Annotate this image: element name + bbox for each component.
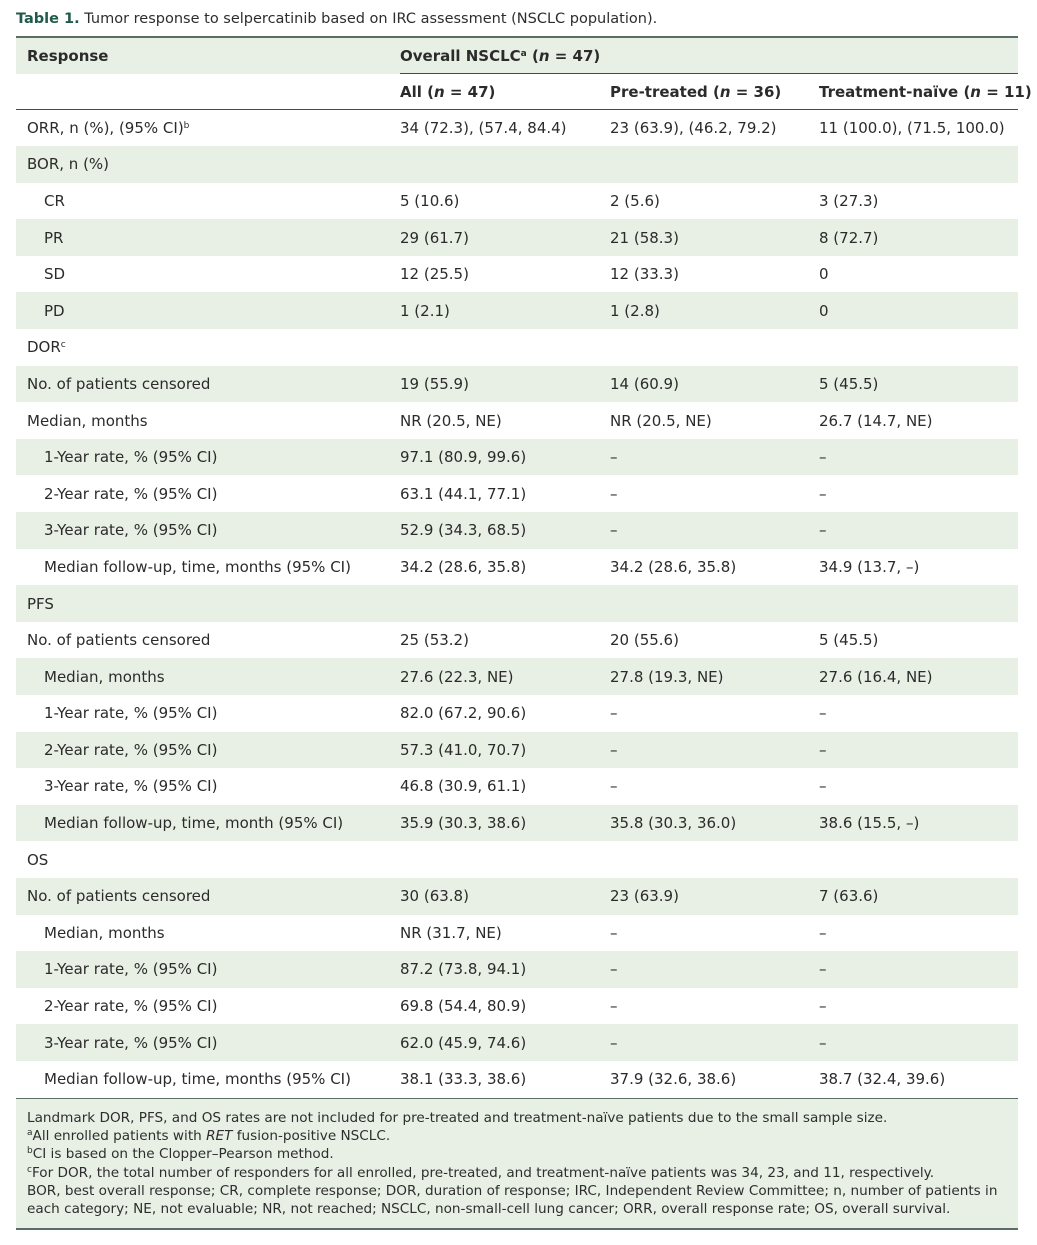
table-row: [16, 256, 1018, 293]
row-label: PR: [44, 228, 64, 247]
table-row: [16, 622, 1018, 659]
table-body: [16, 110, 1018, 1098]
cell-pre-treated: –: [610, 521, 618, 540]
cell-pre-treated: NR (20.5, NE): [610, 411, 712, 430]
cell-pre-treated: 2 (5.6): [610, 191, 660, 210]
cell-all: 63.1 (44.1, 77.1): [400, 484, 527, 503]
table-row: [16, 146, 1018, 183]
row-label: Median follow-up, time, months (95% CI): [44, 1070, 351, 1089]
footnote-a: $^a$All enrolled patients with RET fusion-positive NSCLC.: [27, 1128, 391, 1145]
table-row: [16, 732, 1018, 769]
cell-all: NR (31.7, NE): [400, 923, 502, 942]
cell-treatment-naive: 34.9 (13.7, –): [819, 557, 920, 576]
header-overall-nsclc: Overall NSCLC$^a$ (n = 47): [400, 46, 601, 65]
header-all: All (n = 47): [400, 82, 496, 101]
table-row: [16, 1024, 1018, 1061]
cell-treatment-naive: –: [819, 777, 827, 796]
cell-treatment-naive: –: [819, 923, 827, 942]
cell-all: 46.8 (30.9, 61.1): [400, 777, 527, 796]
table-row: [16, 915, 1018, 952]
cell-treatment-naive: –: [819, 740, 827, 759]
table-header-row-2: [16, 74, 1032, 110]
cell-treatment-naive: 38.7 (32.4, 39.6): [819, 1070, 946, 1089]
cell-pre-treated: 37.9 (32.6, 38.6): [610, 1070, 737, 1089]
cell-treatment-naive: 11 (100.0), (71.5, 100.0): [819, 118, 1005, 137]
cell-all: 34.2 (28.6, 35.8): [400, 557, 527, 576]
row-label: SD: [44, 265, 66, 284]
table-row: [16, 695, 1018, 732]
row-label: 3-Year rate, % (95% CI): [44, 1033, 218, 1052]
cell-all: 29 (61.7): [400, 228, 469, 247]
cell-pre-treated: –: [610, 704, 618, 723]
table-row: [16, 329, 1018, 366]
table-row: [16, 512, 1018, 549]
cell-pre-treated: 27.8 (19.3, NE): [610, 667, 724, 686]
response-table: [16, 36, 1032, 1230]
table-row: [16, 841, 1018, 878]
table-row: [16, 951, 1018, 988]
table-row: [16, 366, 1018, 403]
cell-treatment-naive: –: [819, 521, 827, 540]
row-label: 3-Year rate, % (95% CI): [44, 521, 218, 540]
cell-treatment-naive: 5 (45.5): [819, 374, 879, 393]
cell-treatment-naive: 27.6 (16.4, NE): [819, 667, 933, 686]
cell-treatment-naive: 8 (72.7): [819, 228, 879, 247]
cell-all: 1 (2.1): [400, 301, 450, 320]
cell-pre-treated: –: [610, 997, 618, 1016]
table-row: [16, 988, 1018, 1025]
row-label: CR: [44, 191, 65, 210]
row-label: Median, months: [44, 667, 165, 686]
cell-pre-treated: 12 (33.3): [610, 265, 679, 284]
table-row: [16, 402, 1018, 439]
table-row: [16, 658, 1018, 695]
cell-all: 12 (25.5): [400, 265, 469, 284]
cell-treatment-naive: –: [819, 704, 827, 723]
cell-all: 69.8 (54.4, 80.9): [400, 997, 527, 1016]
row-label: Median follow-up, time, months (95% CI): [44, 557, 351, 576]
table-caption-label: Table 1.: [16, 11, 80, 27]
cell-all: 87.2 (73.8, 94.1): [400, 960, 527, 979]
cell-all: 57.3 (41.0, 70.7): [400, 740, 527, 759]
table-row: [16, 292, 1018, 329]
table-row: [16, 183, 1018, 220]
cell-treatment-naive: –: [819, 1033, 827, 1052]
cell-pre-treated: 34.2 (28.6, 35.8): [610, 557, 737, 576]
row-label: ORR, n (%), (95% CI)$^b$: [27, 118, 190, 137]
cell-pre-treated: –: [610, 484, 618, 503]
row-label: OS: [27, 850, 49, 869]
cell-pre-treated: –: [610, 740, 618, 759]
cell-all: 62.0 (45.9, 74.6): [400, 1033, 527, 1052]
cell-pre-treated: 20 (55.6): [610, 631, 679, 650]
cell-treatment-naive: 0: [819, 265, 829, 284]
cell-all: 34 (72.3), (57.4, 84.4): [400, 118, 567, 137]
footnote-c: $^c$For DOR, the total number of responders for all enrolled, pre-treated, and treatment-naïve patients was 34, 23, and 11, respectively.: [27, 1164, 935, 1181]
cell-all: 27.6 (22.3, NE): [400, 667, 514, 686]
row-label: 1-Year rate, % (95% CI): [44, 448, 218, 467]
cell-pre-treated: –: [610, 923, 618, 942]
table-row: [16, 439, 1018, 476]
cell-pre-treated: 21 (58.3): [610, 228, 679, 247]
cell-treatment-naive: 3 (27.3): [819, 191, 879, 210]
cell-pre-treated: –: [610, 960, 618, 979]
cell-treatment-naive: 26.7 (14.7, NE): [819, 411, 933, 430]
table-footnotes: [16, 1099, 1018, 1228]
table-row: [16, 1061, 1018, 1098]
row-label: 1-Year rate, % (95% CI): [44, 960, 218, 979]
table-row: [16, 768, 1018, 805]
row-label: BOR, n (%): [27, 155, 110, 174]
cell-pre-treated: –: [610, 777, 618, 796]
cell-pre-treated: 35.8 (30.3, 36.0): [610, 814, 737, 833]
cell-treatment-naive: –: [819, 997, 827, 1016]
footnote-b: $^b$CI is based on the Clopper–Pearson method.: [27, 1146, 334, 1163]
table-caption-text: Tumor response to selpercatinib based on IRC assessment (NSCLC population).: [84, 11, 658, 27]
row-label: 1-Year rate, % (95% CI): [44, 704, 218, 723]
row-label: No. of patients censored: [27, 631, 211, 650]
table-row: [16, 585, 1018, 622]
cell-all: 25 (53.2): [400, 631, 469, 650]
table-row: [16, 549, 1018, 586]
cell-treatment-naive: –: [819, 448, 827, 467]
header-response: Response: [27, 46, 109, 65]
cell-all: 82.0 (67.2, 90.6): [400, 704, 527, 723]
row-label: Median, months: [44, 923, 165, 942]
cell-treatment-naive: 0: [819, 301, 829, 320]
row-label: No. of patients censored: [27, 887, 211, 906]
table-bottom-rule: [16, 1228, 1018, 1230]
row-label: 3-Year rate, % (95% CI): [44, 777, 218, 796]
row-label: 2-Year rate, % (95% CI): [44, 997, 218, 1016]
cell-pre-treated: 23 (63.9), (46.2, 79.2): [610, 118, 777, 137]
header-pre-treated: Pre-treated (n = 36): [610, 82, 782, 101]
cell-treatment-naive: 5 (45.5): [819, 631, 879, 650]
cell-all: 5 (10.6): [400, 191, 460, 210]
table-row: [16, 219, 1018, 256]
footnote-landmark: Landmark DOR, PFS, and OS rates are not included for pre-treated and treatment-naïve patients due to the small sample size.: [27, 1110, 888, 1127]
cell-all: NR (20.5, NE): [400, 411, 502, 430]
cell-pre-treated: –: [610, 1033, 618, 1052]
table-row: [16, 878, 1018, 915]
row-label: 2-Year rate, % (95% CI): [44, 484, 218, 503]
table-row: [16, 475, 1018, 512]
row-label: 2-Year rate, % (95% CI): [44, 740, 218, 759]
row-label: Median follow-up, time, month (95% CI): [44, 814, 344, 833]
cell-treatment-naive: –: [819, 960, 827, 979]
cell-all: 30 (63.8): [400, 887, 469, 906]
row-label: DOR$^c$: [27, 338, 66, 357]
cell-all: 19 (55.9): [400, 374, 469, 393]
cell-treatment-naive: 7 (63.6): [819, 887, 879, 906]
cell-pre-treated: 23 (63.9): [610, 887, 679, 906]
cell-all: 35.9 (30.3, 38.6): [400, 814, 527, 833]
row-label: PFS: [27, 594, 54, 613]
row-label: Median, months: [27, 411, 148, 430]
cell-pre-treated: 1 (2.8): [610, 301, 660, 320]
row-label: PD: [44, 301, 65, 320]
row-label: No. of patients censored: [27, 374, 211, 393]
header-treatment-naive: Treatment-naïve (n = 11): [819, 82, 1032, 101]
table-caption: [16, 8, 1021, 30]
cell-treatment-naive: 38.6 (15.5, –): [819, 814, 920, 833]
table-header-row-1: [16, 38, 1018, 74]
table-row: [16, 110, 1018, 147]
cell-all: 38.1 (33.3, 38.6): [400, 1070, 527, 1089]
table-row: [16, 805, 1018, 842]
cell-pre-treated: 14 (60.9): [610, 374, 679, 393]
cell-all: 52.9 (34.3, 68.5): [400, 521, 527, 540]
cell-pre-treated: –: [610, 448, 618, 467]
footnote-abbreviations: BOR, best overall response; CR, complete response; DOR, duration of response; IRC, Independent Review Committee; n, number of patients in each category; NE, not evaluable; NR, not reached; NSCLC, non-small-cell lung cancer; ORR, overall response rate; OS, overall survival.: [27, 1182, 998, 1218]
cell-treatment-naive: –: [819, 484, 827, 503]
cell-all: 97.1 (80.9, 99.6): [400, 448, 527, 467]
